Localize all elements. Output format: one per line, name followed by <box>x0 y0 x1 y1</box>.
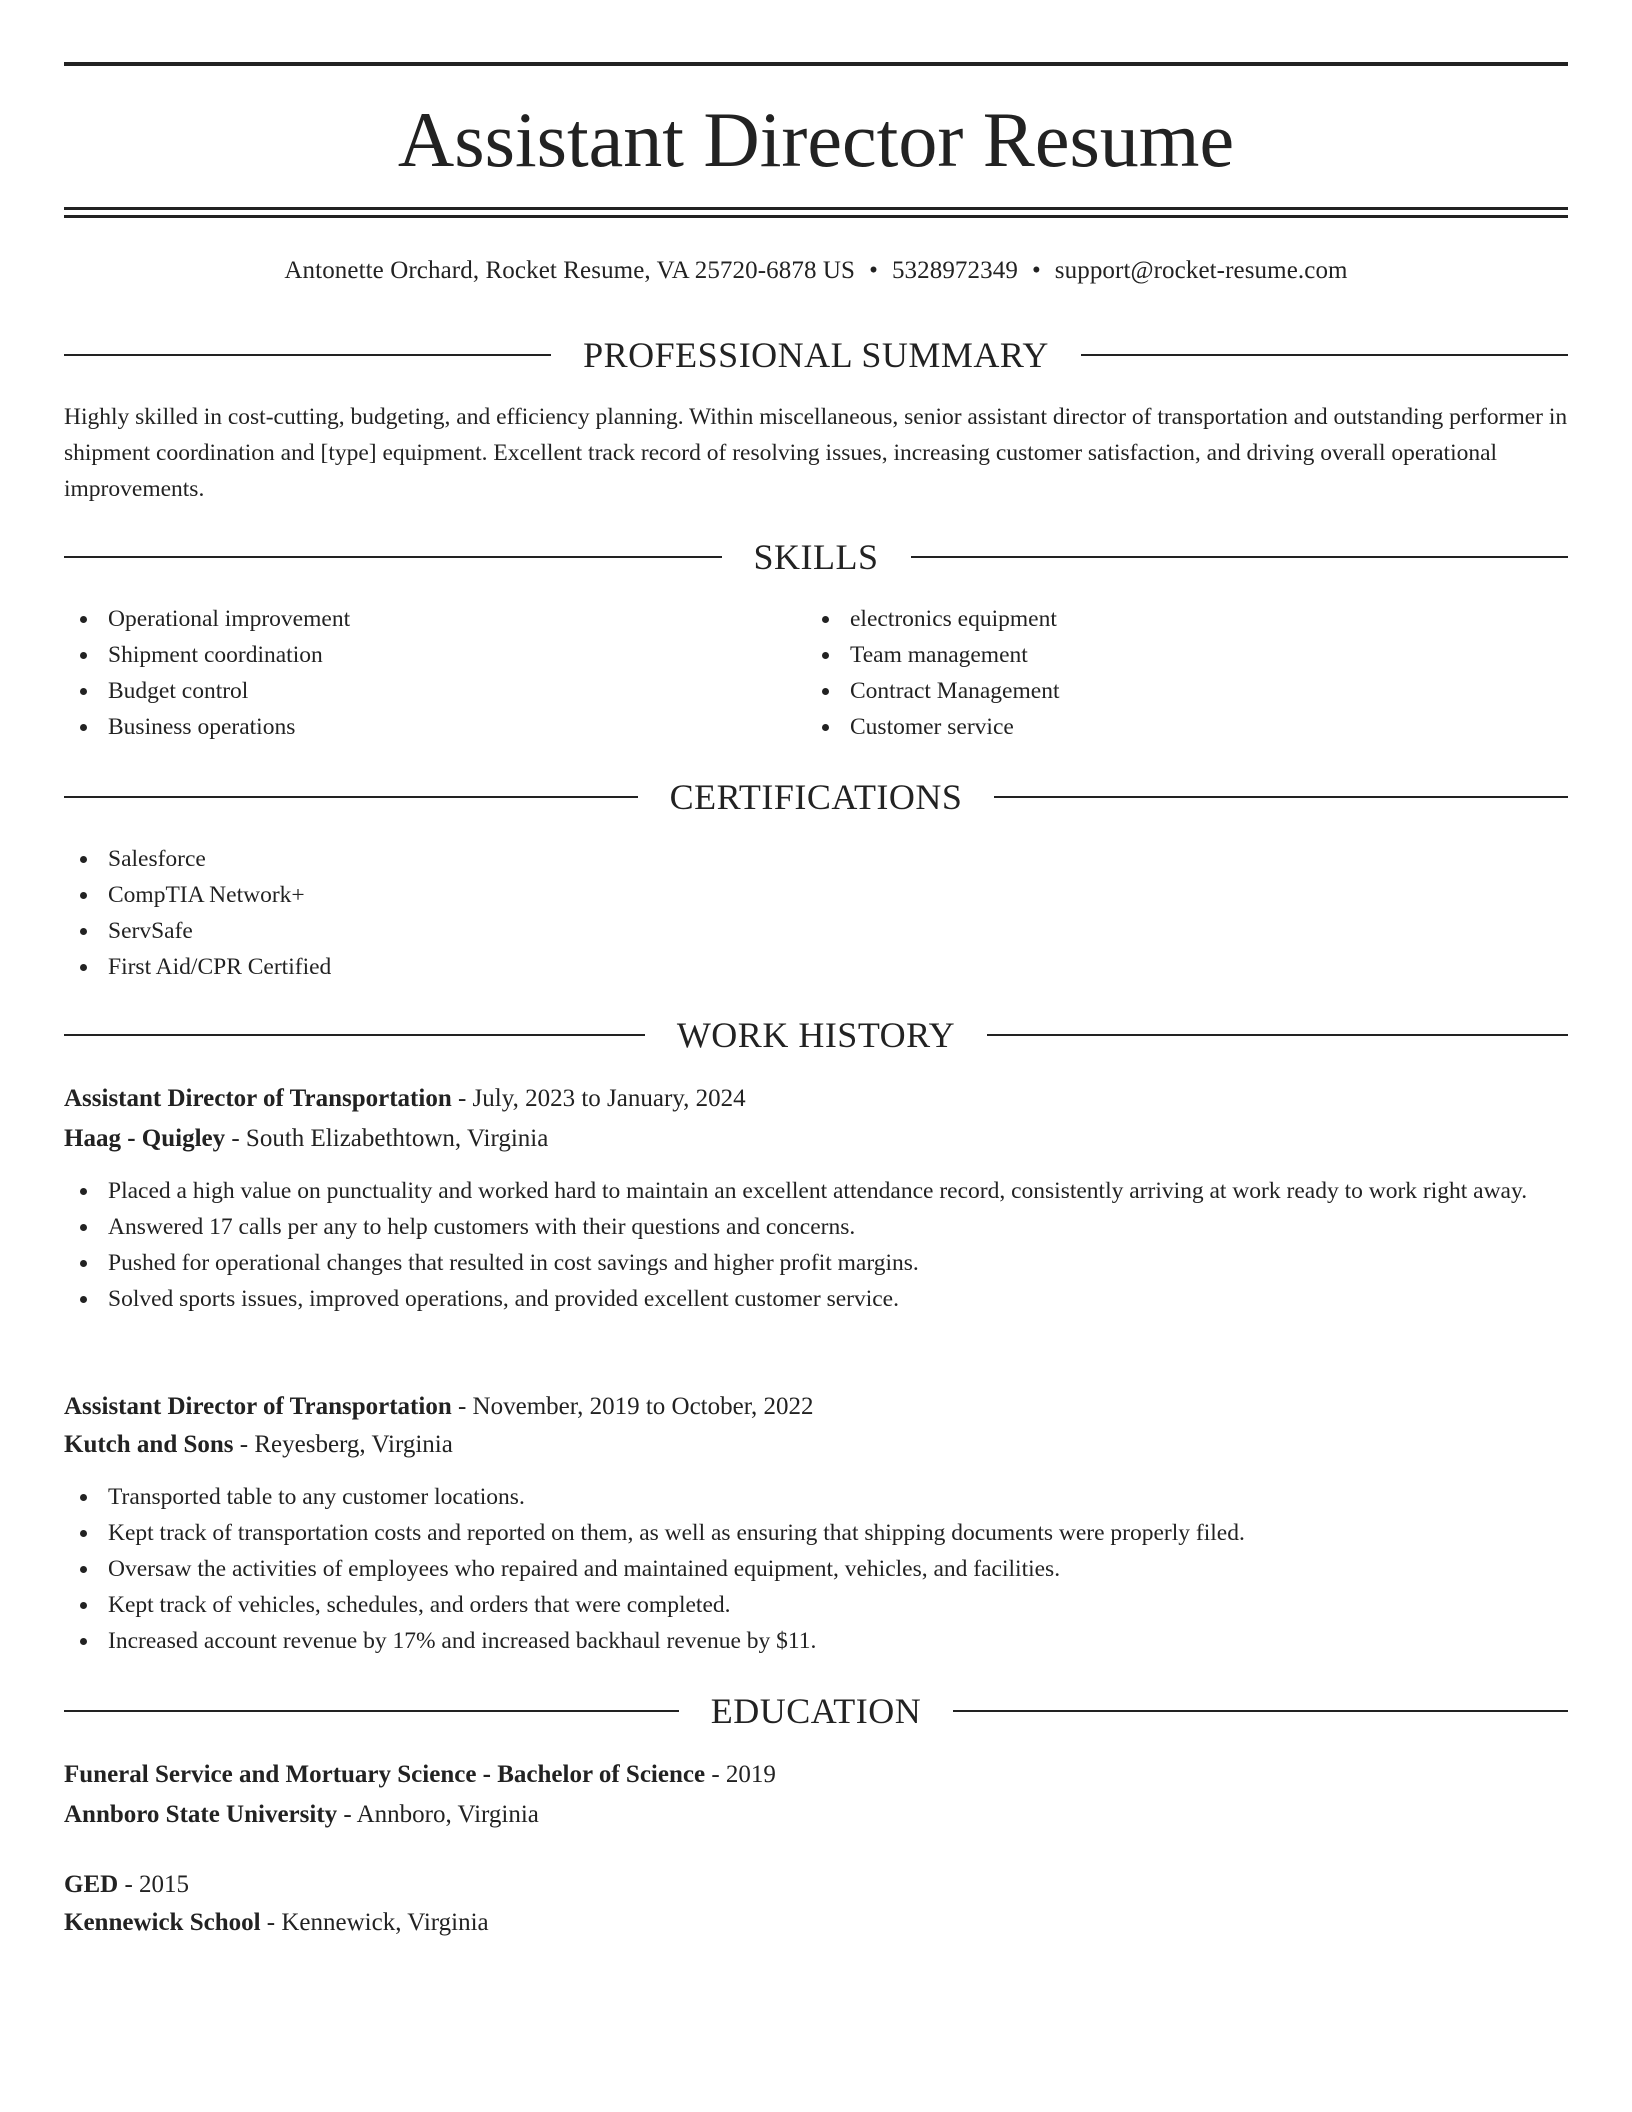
certification-item: ServSafe <box>64 913 1568 949</box>
education-location: - Kennewick, Virginia <box>260 1909 489 1936</box>
education-school: Kennewick School <box>64 1909 261 1936</box>
contact-email: support@rocket-resume.com <box>1054 257 1348 284</box>
top-rule <box>64 62 1568 66</box>
divider <box>994 796 1568 798</box>
job-title-line <box>64 1389 1568 1425</box>
skill-item: Contract Management <box>806 673 1526 709</box>
education-degree-line <box>64 1867 1568 1903</box>
certifications-heading: CERTIFICATIONS <box>669 777 963 817</box>
divider <box>64 1710 679 1712</box>
skill-item: Business operations <box>64 709 784 745</box>
education-heading: EDUCATION <box>710 1691 922 1731</box>
skills-section-header <box>64 535 1568 579</box>
job-title-line <box>64 1081 1568 1117</box>
divider <box>64 1034 645 1036</box>
contact-separator: • <box>1031 257 1041 284</box>
divider <box>64 354 551 356</box>
skill-item: Shipment coordination <box>64 637 784 673</box>
education-year: - 2015 <box>118 1871 190 1898</box>
skill-item: Budget control <box>64 673 784 709</box>
title-rule-upper <box>64 207 1568 210</box>
job-bullet: Pushed for operational changes that resulted in cost savings and higher profit margins. <box>64 1245 1568 1281</box>
job-bullet: Transported table to any customer locations. <box>64 1479 1568 1515</box>
education-school: Annboro State University <box>64 1801 338 1828</box>
job-bullet: Kept track of transportation costs and reported on them, as well as ensuring that shipping documents were properly filed. <box>64 1515 1568 1551</box>
summary-text: Highly skilled in cost-cutting, budgeting, and efficiency planning. Within miscellaneous, senior assistant director of transportation and outstanding performer in shipment coordination and [type] equipment. Excellent track record of resolving issues, increasing customer satisfaction, and driving overall operational improvements. <box>64 404 1568 502</box>
job-company: Kutch and Sons <box>64 1431 234 1458</box>
skills-list-right <box>806 601 1526 745</box>
work-section-header <box>64 1013 1568 1057</box>
job-location: - South Elizabethtown, Virginia <box>225 1125 549 1152</box>
work-heading: WORK HISTORY <box>676 1015 956 1055</box>
education-section-header <box>64 1689 1568 1733</box>
divider <box>987 1034 1568 1036</box>
divider <box>64 556 722 558</box>
education-degree-line <box>64 1757 1568 1793</box>
job-bullets <box>64 1479 1568 1659</box>
title-rule-lower <box>64 215 1568 218</box>
job-location: - Reyesberg, Virginia <box>233 1431 453 1458</box>
summary-section-header <box>64 333 1568 377</box>
job-bullet: Kept track of vehicles, schedules, and orders that were completed. <box>64 1587 1568 1623</box>
job-company: Haag - Quigley <box>64 1125 226 1152</box>
contact-phone: 5328972349 <box>891 257 1018 284</box>
page-title: Assistant Director Resume <box>397 96 1235 183</box>
job-company-line <box>64 1427 1568 1463</box>
skills-heading: SKILLS <box>753 537 879 577</box>
education-location: - Annboro, Virginia <box>337 1801 539 1828</box>
job-bullets <box>64 1173 1568 1317</box>
job-title: Assistant Director of Transportation <box>64 1085 452 1112</box>
summary-heading: PROFESSIONAL SUMMARY <box>583 335 1049 375</box>
education-school-line <box>64 1905 1568 1941</box>
divider <box>953 1710 1568 1712</box>
certifications-section-header <box>64 775 1568 819</box>
skill-item: electronics equipment <box>806 601 1526 637</box>
job-company-line <box>64 1121 1568 1157</box>
job-bullet: Placed a high value on punctuality and worked hard to maintain an excellent attendance record, consistently arriving at work ready to work right away. <box>64 1173 1568 1209</box>
skill-item: Customer service <box>806 709 1526 745</box>
job-bullet: Increased account revenue by 17% and increased backhaul revenue by $11. <box>64 1623 1568 1659</box>
certification-item: CompTIA Network+ <box>64 877 1568 913</box>
contact-separator: • <box>869 257 878 284</box>
education-year: - 2019 <box>705 1761 776 1788</box>
certification-item: First Aid/CPR Certified <box>64 949 1568 985</box>
job-bullet: Solved sports issues, improved operations, and provided excellent customer service. <box>64 1281 1568 1317</box>
divider <box>1081 354 1568 356</box>
job-dates: - July, 2023 to January, 2024 <box>451 1085 746 1112</box>
skills-list-left <box>64 601 784 745</box>
certification-item: Salesforce <box>64 841 1568 877</box>
contact-line <box>64 254 1568 288</box>
skill-item: Operational improvement <box>64 601 784 637</box>
skill-item: Team management <box>806 637 1526 673</box>
education-degree: Funeral Service and Mortuary Science - Bachelor of Science <box>64 1761 706 1788</box>
education-school-line <box>64 1797 1568 1833</box>
job-bullet: Answered 17 calls per any to help customers with their questions and concerns. <box>64 1209 1568 1245</box>
job-bullet: Oversaw the activities of employees who repaired and maintained equipment, vehicles, and facilities. <box>64 1551 1568 1587</box>
divider <box>64 796 638 798</box>
education-degree: GED <box>64 1871 119 1898</box>
divider <box>911 556 1569 558</box>
job-title: Assistant Director of Transportation <box>64 1393 452 1420</box>
certifications-list <box>64 841 1568 985</box>
job-dates: - November, 2019 to October, 2022 <box>451 1393 814 1420</box>
contact-address: Antonette Orchard, Rocket Resume, VA 25720-6878 US <box>284 257 856 284</box>
